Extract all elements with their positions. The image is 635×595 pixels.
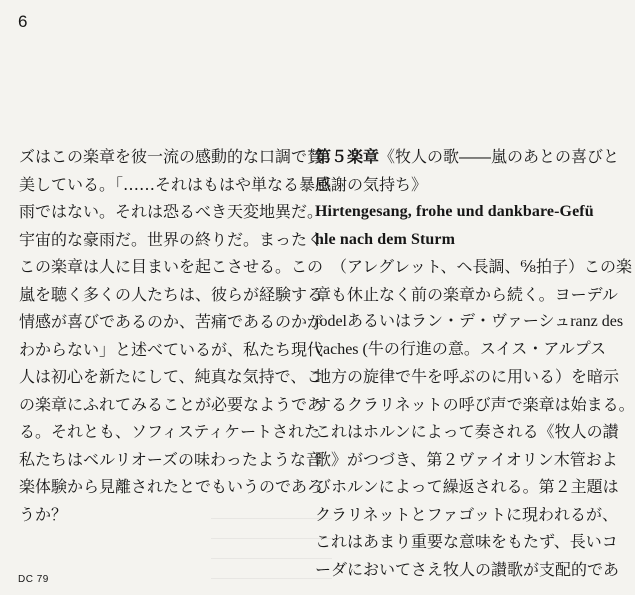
page-number: 6: [18, 12, 28, 31]
right-text-line: 地方の旋律で牛を呼ぶのに用いる）を暗示: [315, 367, 620, 386]
right-text-line: するクラリネットの呼び声で楽章は始まる。: [315, 394, 635, 414]
right-text-line: これはあまり重要な意味をもたず、長いコ: [315, 532, 618, 551]
left-text-line: る。それとも、ソフィスティケートされた: [19, 422, 321, 441]
left-text-line: ズはこの楽章を彼一流の感動的な口調で賛: [19, 147, 324, 166]
left-column: [19, 143, 332, 528]
left-text-line: この楽章は人に目まいを起こさせる。この: [19, 257, 324, 276]
right-text-line: vaches (牛の行進の意。スイス・アルプス: [315, 340, 607, 358]
left-text-line: 楽体験から見離されたとでもいうのであろ: [19, 477, 324, 496]
right-text-line: 章も休止なく前の楽章から続く。ヨーデル: [315, 284, 618, 304]
german-title-line-2: hle nach dem Sturm: [315, 230, 456, 248]
right-text-line: jodelあるいはラン・デ・ヴァーシュranz des: [315, 313, 624, 330]
left-text-line: 雨ではない。それは恐るべき天変地異だ。: [19, 202, 324, 221]
left-text-line: 宇宙的な豪雨だ。世界の終りだ。まったく: [19, 229, 324, 249]
movement-subtitle-line-2: 感謝の気持ち》: [315, 174, 428, 194]
left-text-line: 私たちはベルリオーズの味わったような音: [19, 449, 322, 469]
movement-heading: [315, 143, 620, 171]
movement-subtitle-line-1: 《牧人の歌――嵐のあとの喜びと: [379, 147, 620, 166]
left-text-line: 嵐を聴く多くの人たちは、彼らが経験する: [19, 284, 324, 304]
right-text-line: これはホルンによって奏される《牧人の讃: [315, 422, 619, 441]
left-text-line: うか？: [19, 504, 68, 524]
right-text-line: びホルンによって繰返される。第２主題は: [315, 477, 619, 496]
left-text-line: 情感が喜びであるのか、苦痛であるのかが: [19, 312, 324, 331]
german-title-line-1: Hirtengesang, frohe und dankbare-Gefü: [315, 203, 594, 220]
right-text-line: クラリネットとファゴットに現われるが、: [315, 504, 619, 524]
left-text-line: 人は初心を新たにして、純真な気持で、こ: [19, 367, 323, 386]
movement-title: 第５楽章: [315, 147, 380, 166]
catalog-footer: DC 79: [18, 574, 49, 585]
right-column: [315, 143, 635, 583]
right-text-line: ーダにおいてさえ牧人の讃歌が支配的であ: [315, 559, 620, 579]
right-text-line: 歌》がつづき、第２ヴァイオリン木管およ: [315, 449, 618, 469]
left-text-line: 美している。「……それはもはや単なる暴風: [19, 174, 332, 194]
left-text-line: わからない」と述べているが、私たち現代: [19, 339, 324, 359]
right-text-line: （アレグレット、ヘ長調、⁶⁄₈拍子）この楽: [331, 257, 632, 276]
left-text-line: の楽章にふれてみることが必要なようであ: [19, 394, 324, 414]
show-through-text: [211, 510, 332, 590]
